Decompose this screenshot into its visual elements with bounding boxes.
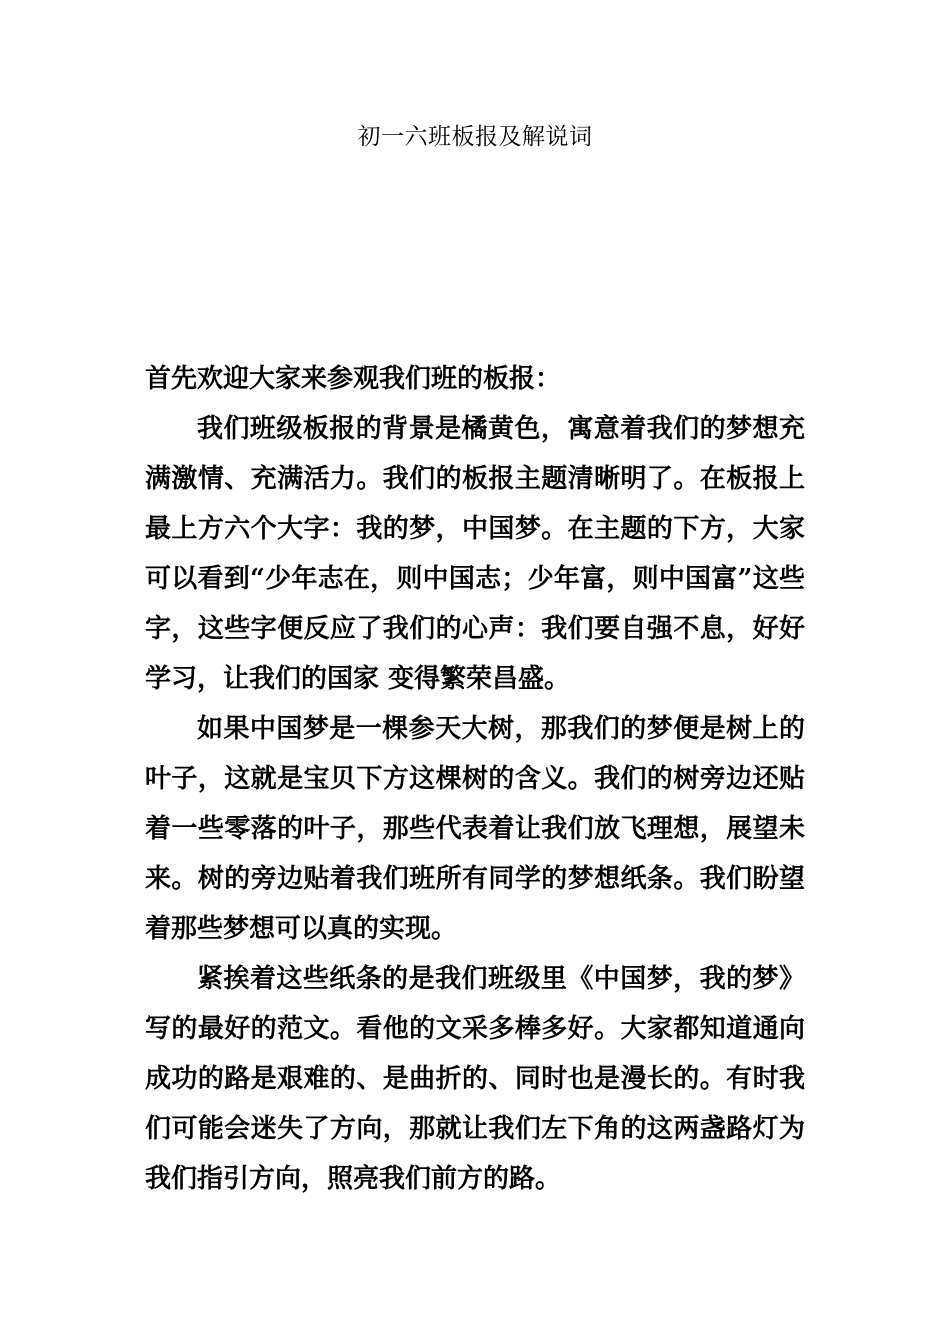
intro-line: 首先欢迎大家来参观我们班的板报： [145, 364, 562, 394]
document-body [145, 354, 805, 1204]
paragraph-tree: 如果中国梦是一棵参天大树，那我们的梦便是树上的叶子，这就是宝贝下方这棵树的含义。我们的树旁边还贴着一些零落的叶子，那些代表着让我们放飞理想，展望未来。树的旁边贴着我们班所有同学的梦想纸条。我们盼望着那些梦想可以真的实现。 [145, 714, 805, 944]
paragraph-essay: 紧挨着这些纸条的是我们班级里《中国梦，我的梦》写的最好的范文。看他的文采多棒多好。大家都知道通向成功的路是艰难的、是曲折的、同时也是漫长的。有时我们可能会迷失了方向，那就让我们左下角的这两盏路灯为我们指引方向，照亮我们前方的路。 [145, 964, 805, 1194]
document-title: 初一六班板报及解说词 [357, 124, 593, 150]
paragraph-background: 我们班级板报的背景是橘黄色，寓意着我们的梦想充满激情、充满活力。我们的板报主题清晰明了。在板报上最上方六个大字：我的梦，中国梦。在主题的下方，大家可以看到“少年志在，则中国志；少年富，则中国富”这些字，这些字便反应了我们的心声：我们要自强不息，好好学习，让我们的国家 变得繁荣昌盛。 [145, 414, 805, 694]
